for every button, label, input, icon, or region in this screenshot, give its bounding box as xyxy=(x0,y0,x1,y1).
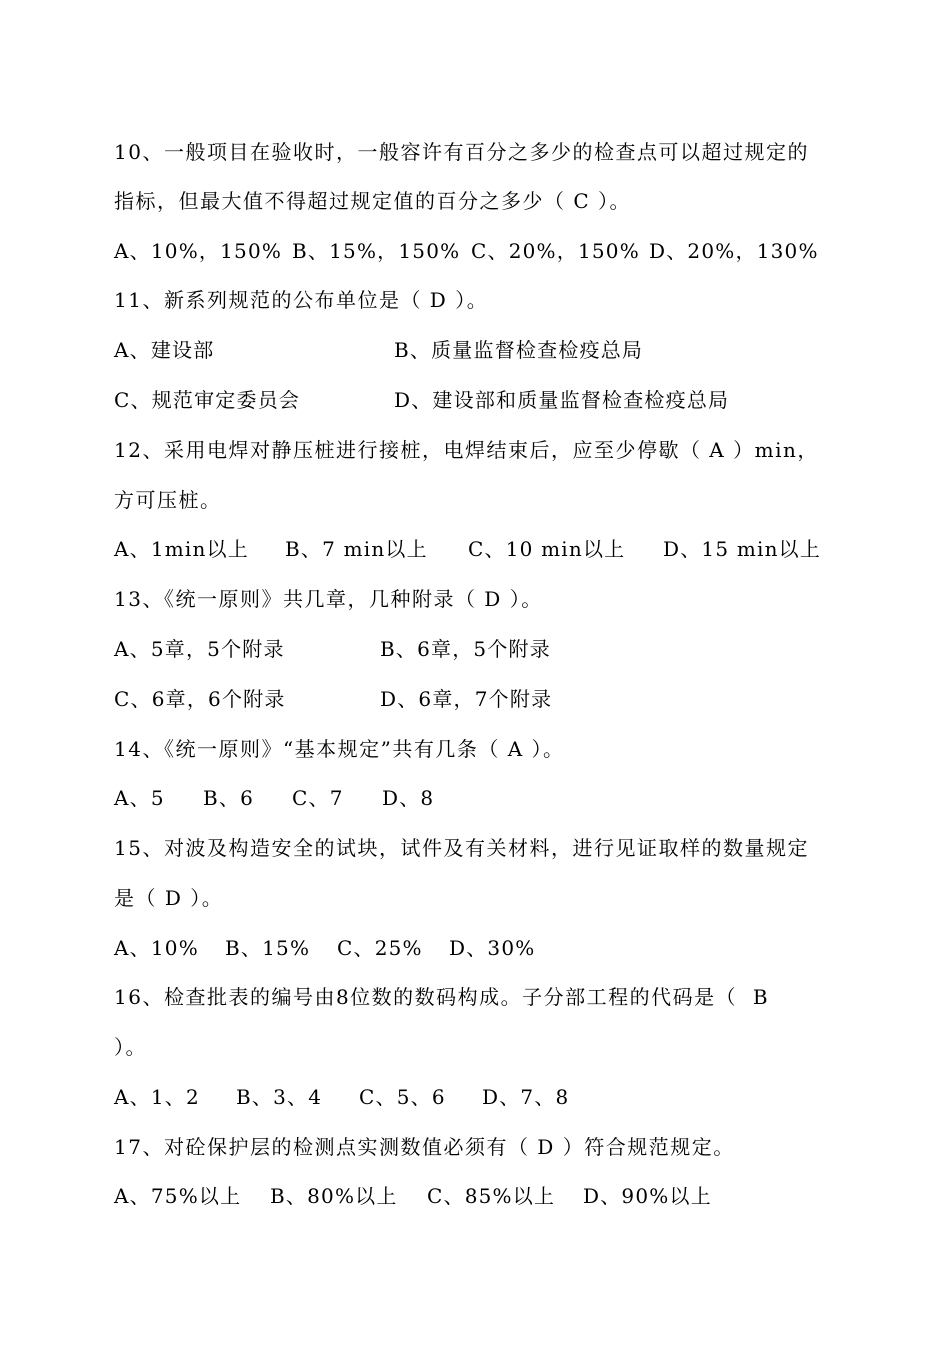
question-10-options xyxy=(114,237,854,265)
question-10-line-2: 指标，但最大值不得超过规定值的百分之多少（ C ）。 xyxy=(114,189,632,213)
question-16-options xyxy=(114,1083,854,1111)
option-d: D、20%，130% xyxy=(649,239,819,263)
option-b: B、质量监督检查检疫总局 xyxy=(394,338,644,362)
question-10-line-1: 10、一般项目在验收时，一般容许有百分之多少的检查点可以超过规定的 xyxy=(114,140,809,164)
question-16-line-2: ）。 xyxy=(114,1035,147,1059)
question-11-options-row-1 xyxy=(114,336,854,364)
option-a: A、5章，5个附录 xyxy=(114,637,285,661)
option-c: C、85%以上 xyxy=(427,1184,556,1208)
question-17-line-1: 17、对砼保护层的检测点实测数值必须有（ D ）符合规范规定。 xyxy=(114,1135,735,1159)
option-d: D、8 xyxy=(382,786,435,810)
option-d: D、6章，7个附录 xyxy=(380,687,553,711)
option-d: D、7、8 xyxy=(482,1085,570,1109)
option-c: C、5、6 xyxy=(359,1085,446,1109)
question-11-line-1: 11、新系列规范的公布单位是（ D ）。 xyxy=(114,288,489,312)
question-15-line-1: 15、对波及构造安全的试块，试件及有关材料，进行见证取样的数量规定 xyxy=(114,836,809,860)
question-15-line-2: 是（ D ）。 xyxy=(114,886,224,910)
option-a: A、10%，150% xyxy=(114,239,283,263)
question-13-options-row-1 xyxy=(114,635,854,663)
option-b: B、80%以上 xyxy=(270,1184,398,1208)
option-c: C、7 xyxy=(292,786,344,810)
option-c: C、10 min以上 xyxy=(468,537,626,561)
question-12-options xyxy=(114,535,854,563)
option-c: C、规范审定委员会 xyxy=(114,388,301,412)
option-a: A、5 xyxy=(114,786,165,810)
question-11-options-row-2 xyxy=(114,386,854,414)
option-a: A、1min以上 xyxy=(114,537,250,561)
option-d: D、15 min以上 xyxy=(663,537,822,561)
question-17-options xyxy=(114,1182,854,1210)
option-c: C、6章，6个附录 xyxy=(114,687,286,711)
option-a: A、1、2 xyxy=(114,1085,200,1109)
option-b: B、7 min以上 xyxy=(285,537,428,561)
option-c: C、20%，150% xyxy=(471,239,640,263)
option-b: B、3、4 xyxy=(236,1085,323,1109)
option-b: B、15%，150% xyxy=(292,239,461,263)
option-b: B、15% xyxy=(225,936,311,960)
option-d: D、建设部和质量监督检查检疫总局 xyxy=(394,388,730,412)
question-14-options xyxy=(114,784,854,812)
question-12-line-1: 12、采用电焊对静压桩进行接桩，电焊结束后，应至少停歇（ A ）min， xyxy=(114,438,819,462)
option-c: C、25% xyxy=(337,936,423,960)
question-15-options xyxy=(114,934,854,962)
question-12-line-2: 方可压桩。 xyxy=(114,488,222,512)
option-b: B、6章，5个附录 xyxy=(380,637,551,661)
option-a: A、建设部 xyxy=(114,338,215,362)
question-14-line-1: 14、《统一原则》“基本规定”共有几条（ A ）。 xyxy=(114,737,565,761)
option-d: D、90%以上 xyxy=(583,1184,712,1208)
question-13-options-row-2 xyxy=(114,685,854,713)
option-b: B、6 xyxy=(203,786,255,810)
question-16-line-1: 16、检查批表的编号由8位数的数码构成。子分部工程的代码是（ B xyxy=(114,985,770,1009)
question-13-line-1: 13、《统一原则》共几章，几种附录（ D ）。 xyxy=(114,587,543,611)
option-d: D、30% xyxy=(449,936,536,960)
option-a: A、10% xyxy=(114,936,199,960)
option-a: A、75%以上 xyxy=(114,1184,242,1208)
